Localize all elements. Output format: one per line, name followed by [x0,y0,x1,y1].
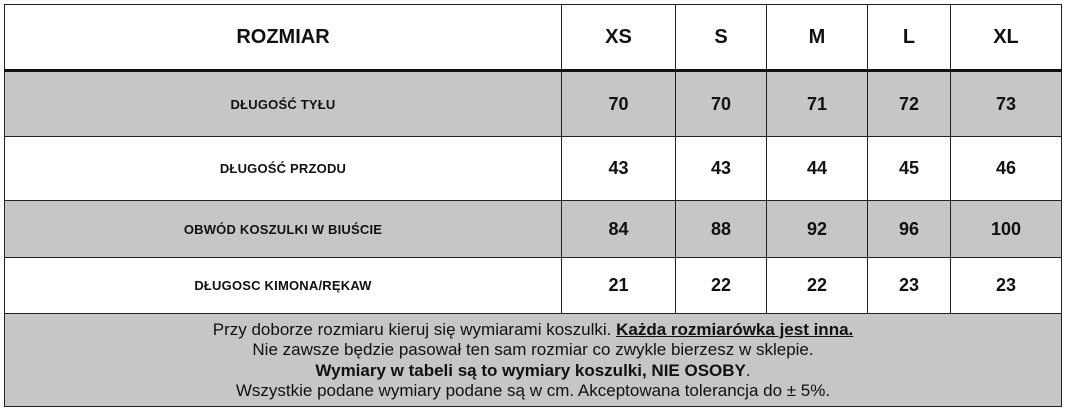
note-line-3 [5,361,1061,382]
note-line-4: Wszystkie podane wymiary podane są w cm. Akceptowana tolerancja do ± 5%. [235,381,831,400]
cell-value: 100 [951,201,1062,258]
header-size-s: S [676,5,767,71]
size-note [5,314,1062,407]
table-row [5,137,1062,201]
cell-value: 71 [767,71,868,137]
cell-value: 70 [562,71,676,137]
size-chart-table [4,4,1062,407]
cell-value: 44 [767,137,868,201]
cell-value: 22 [767,258,868,314]
header-size-xl: XL [951,5,1062,71]
note-row [5,314,1062,407]
cell-value: 43 [562,137,676,201]
row-label: DŁUGOSC KIMONA/RĘKAW [5,258,562,314]
header-size-label: ROZMIAR [5,5,562,71]
cell-value: 84 [562,201,676,258]
row-label: OBWÓD KOSZULKI W BIUŚCIE [5,201,562,258]
header-size-xs: XS [562,5,676,71]
cell-value: 72 [868,71,951,137]
cell-value: 21 [562,258,676,314]
note-line-1-text: Przy doborze rozmiaru kieruj się wymiarami koszulki. [212,319,617,339]
note-line-1-emphasis: Każda rozmiarówka jest inna. [616,319,854,339]
table-row [5,258,1062,314]
header-row [5,5,1062,71]
table-row [5,71,1062,137]
cell-value: 73 [951,71,1062,137]
row-label: DŁUGOŚĆ TYŁU [5,71,562,137]
cell-value: 96 [868,201,951,258]
note-line-2: Nie zawsze będzie pasował ten sam rozmiar co zwykle bierzesz w sklepie. [252,340,814,359]
note-line-3-end: . [745,360,751,380]
cell-value: 22 [676,258,767,314]
note-line-3-emphasis: Wymiary w tabeli są to wymiary koszulki, NIE OSOBY [315,360,746,380]
cell-value: 23 [868,258,951,314]
cell-value: 70 [676,71,767,137]
table-row [5,201,1062,258]
row-label: DŁUGOŚĆ PRZODU [5,137,562,201]
note-line-1 [5,320,1061,341]
cell-value: 43 [676,137,767,201]
cell-value: 45 [868,137,951,201]
cell-value: 88 [676,201,767,258]
cell-value: 46 [951,137,1062,201]
header-size-m: M [767,5,868,71]
cell-value: 23 [951,258,1062,314]
header-size-l: L [868,5,951,71]
cell-value: 92 [767,201,868,258]
